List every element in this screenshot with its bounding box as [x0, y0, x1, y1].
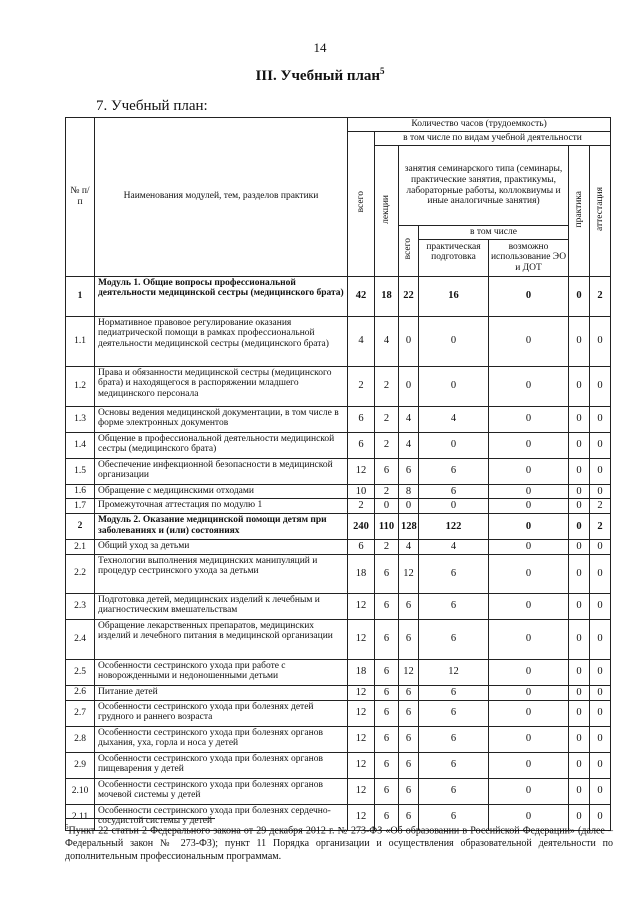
- cell-num: 2: [66, 514, 95, 540]
- footnote-text: Пункт 22 статьи 2 Федерального закона от 29 декабря 2012 г. № 273-ФЗ «Об образовании в Российской Федерации» (далее – Федеральный закон № 273-ФЗ); пункт 11 Порядка организации и осуществления образовательной деятельности по дополнительным профессиональным программам.: [65, 825, 613, 863]
- cell-attestation: 0: [590, 432, 611, 458]
- cell-attestation: 0: [590, 484, 611, 499]
- cell-num: 2.8: [66, 726, 95, 752]
- cell-seminar-total: 6: [399, 752, 419, 778]
- cell-practice: 0: [569, 432, 590, 458]
- cell-attestation: 0: [590, 685, 611, 700]
- table-row: [66, 540, 611, 555]
- cell-attestation: 0: [590, 804, 611, 830]
- table-row: [66, 659, 611, 685]
- cell-attestation: 0: [590, 458, 611, 484]
- header-seminar: занятия семинарского типа (семинары, практические занятия, практикумы, лабораторные работы, коллоквиумы и иные аналогичные занятия): [399, 146, 569, 226]
- cell-practical: 122: [419, 514, 489, 540]
- section-title-text: III. Учебный план: [255, 68, 381, 84]
- cell-lectures: 6: [375, 700, 399, 726]
- cell-practice: 0: [569, 540, 590, 555]
- cell-name: Особенности сестринского ухода при болезнях сердечно-сосудистой системы у детей: [95, 804, 348, 830]
- cell-total: 2: [348, 499, 375, 514]
- cell-eo-dot: 0: [489, 406, 569, 432]
- cell-practice: 0: [569, 366, 590, 406]
- cell-attestation: 0: [590, 316, 611, 366]
- cell-practical: 0: [419, 499, 489, 514]
- cell-seminar-total: 0: [399, 499, 419, 514]
- cell-name: Обращение лекарственных препаратов, медицинских изделий и лечебного питания в медицинской организации: [95, 619, 348, 659]
- cell-practice: 0: [569, 484, 590, 499]
- cell-name: Особенности сестринского ухода при болезнях органов мочевой системы у детей: [95, 778, 348, 804]
- cell-practice: 0: [569, 593, 590, 619]
- cell-total: 12: [348, 726, 375, 752]
- cell-total: 4: [348, 316, 375, 366]
- cell-attestation: 2: [590, 514, 611, 540]
- header-incl-group: [419, 226, 569, 277]
- cell-practical: 16: [419, 276, 489, 316]
- cell-lectures: 110: [375, 514, 399, 540]
- cell-practice: 0: [569, 458, 590, 484]
- cell-num: 1.7: [66, 499, 95, 514]
- header-num: № п/п: [66, 118, 95, 277]
- cell-num: 2.5: [66, 659, 95, 685]
- module-row: [66, 276, 611, 316]
- cell-lectures: 6: [375, 593, 399, 619]
- cell-name: Обеспечение инфекционной безопасности в медицинской организации: [95, 458, 348, 484]
- cell-eo-dot: 0: [489, 484, 569, 499]
- cell-name: Основы ведения медицинской документации, в том числе в форме электронных документов: [95, 406, 348, 432]
- cell-attestation: 0: [590, 752, 611, 778]
- cell-total: 18: [348, 554, 375, 593]
- cell-practical: 6: [419, 752, 489, 778]
- header-incl: в том числе: [419, 226, 568, 240]
- header-attestation-text: аттестация: [594, 186, 605, 231]
- cell-num: 1.4: [66, 432, 95, 458]
- cell-eo-dot: 0: [489, 700, 569, 726]
- cell-lectures: 6: [375, 685, 399, 700]
- cell-seminar-total: 6: [399, 726, 419, 752]
- cell-lectures: 6: [375, 778, 399, 804]
- header-by-activity: в том числе по видам учебной деятельности: [375, 132, 611, 146]
- table-row: [66, 366, 611, 406]
- cell-seminar-total: 12: [399, 659, 419, 685]
- section-title: [0, 66, 640, 85]
- cell-name: Модуль 2. Оказание медицинской помощи детям при заболеваниях и (или) состояниях: [95, 514, 348, 540]
- cell-num: 2.7: [66, 700, 95, 726]
- header-name: Наименования модулей, тем, разделов практики: [95, 118, 348, 277]
- cell-num: 2.3: [66, 593, 95, 619]
- table-row: [66, 499, 611, 514]
- table-row: [66, 432, 611, 458]
- cell-eo-dot: 0: [489, 619, 569, 659]
- cell-lectures: 6: [375, 804, 399, 830]
- cell-lectures: 2: [375, 432, 399, 458]
- cell-name: Особенности сестринского ухода при работе с новорожденными и недоношенными детьми: [95, 659, 348, 685]
- cell-seminar-total: 6: [399, 685, 419, 700]
- cell-total: 240: [348, 514, 375, 540]
- cell-practice: 0: [569, 659, 590, 685]
- cell-eo-dot: 0: [489, 778, 569, 804]
- page-number: 14: [313, 40, 327, 55]
- table-row: [66, 619, 611, 659]
- cell-lectures: 0: [375, 499, 399, 514]
- header-lectures: [375, 146, 399, 277]
- cell-practice: 0: [569, 726, 590, 752]
- table-row: [66, 752, 611, 778]
- cell-name: Общий уход за детьми: [95, 540, 348, 555]
- table-body: [66, 276, 611, 830]
- cell-practical: 6: [419, 593, 489, 619]
- cell-practical: 6: [419, 804, 489, 830]
- cell-practice: 0: [569, 276, 590, 316]
- module-row: [66, 514, 611, 540]
- cell-eo-dot: 0: [489, 804, 569, 830]
- cell-attestation: 0: [590, 726, 611, 752]
- cell-lectures: 6: [375, 458, 399, 484]
- cell-seminar-total: 8: [399, 484, 419, 499]
- table-header: [66, 118, 611, 277]
- table-row: [66, 554, 611, 593]
- cell-practice: 0: [569, 406, 590, 432]
- cell-eo-dot: 0: [489, 514, 569, 540]
- cell-seminar-total: 12: [399, 554, 419, 593]
- header-practice-text: практика: [573, 190, 584, 228]
- cell-lectures: 2: [375, 366, 399, 406]
- cell-total: 12: [348, 619, 375, 659]
- cell-seminar-total: 4: [399, 432, 419, 458]
- header-attestation: [590, 146, 611, 277]
- table-row: [66, 406, 611, 432]
- cell-practical: 6: [419, 458, 489, 484]
- header-practice: [569, 146, 590, 277]
- cell-eo-dot: 0: [489, 540, 569, 555]
- table-row: [66, 685, 611, 700]
- cell-total: 10: [348, 484, 375, 499]
- cell-eo-dot: 0: [489, 659, 569, 685]
- table-row: [66, 726, 611, 752]
- cell-eo-dot: 0: [489, 593, 569, 619]
- table-row: [66, 484, 611, 499]
- cell-lectures: 2: [375, 406, 399, 432]
- cell-seminar-total: 6: [399, 700, 419, 726]
- cell-eo-dot: 0: [489, 685, 569, 700]
- cell-seminar-total: 6: [399, 778, 419, 804]
- cell-num: 1.3: [66, 406, 95, 432]
- table-row: [66, 316, 611, 366]
- cell-attestation: 2: [590, 499, 611, 514]
- cell-num: 1.5: [66, 458, 95, 484]
- header-incl-cols: [419, 240, 568, 276]
- footnote-divider: [65, 818, 215, 819]
- cell-eo-dot: 0: [489, 366, 569, 406]
- cell-num: 1: [66, 276, 95, 316]
- cell-seminar-total: 0: [399, 366, 419, 406]
- cell-num: 2.9: [66, 752, 95, 778]
- cell-name: Особенности сестринского ухода при болезнях органов дыхания, уха, горла и носа у детей: [95, 726, 348, 752]
- cell-attestation: 0: [590, 593, 611, 619]
- cell-name: Обращение с медицинскими отходами: [95, 484, 348, 499]
- table-row: [66, 458, 611, 484]
- cell-name: Нормативное правовое регулирование оказания педиатрической помощи в рамках профессиональной деятельности медицинской сестры (медицинского брата): [95, 316, 348, 366]
- cell-lectures: 6: [375, 659, 399, 685]
- cell-name: Общение в профессиональной деятельности медицинской сестры (медицинского брата): [95, 432, 348, 458]
- header-lectures-text: лекции: [381, 194, 392, 224]
- footnote-reference: 5: [380, 66, 385, 76]
- cell-num: 2.11: [66, 804, 95, 830]
- cell-attestation: 0: [590, 700, 611, 726]
- cell-total: 12: [348, 700, 375, 726]
- cell-practical: 6: [419, 700, 489, 726]
- cell-practical: 6: [419, 484, 489, 499]
- cell-total: 6: [348, 406, 375, 432]
- cell-lectures: 2: [375, 484, 399, 499]
- cell-eo-dot: 0: [489, 752, 569, 778]
- cell-seminar-total: 4: [399, 540, 419, 555]
- cell-total: 2: [348, 366, 375, 406]
- cell-attestation: 2: [590, 276, 611, 316]
- footnote: [65, 823, 613, 863]
- cell-eo-dot: 0: [489, 499, 569, 514]
- cell-name: Особенности сестринского ухода при болезнях органов пищеварения у детей: [95, 752, 348, 778]
- cell-total: 6: [348, 432, 375, 458]
- cell-name: Технологии выполнения медицинских манипуляций и процедур сестринского ухода за детьми: [95, 554, 348, 593]
- cell-practice: 0: [569, 685, 590, 700]
- cell-attestation: 0: [590, 619, 611, 659]
- cell-practice: 0: [569, 316, 590, 366]
- header-practical-training: практическая подготовка: [419, 240, 489, 276]
- cell-eo-dot: 0: [489, 432, 569, 458]
- cell-seminar-total: 128: [399, 514, 419, 540]
- cell-lectures: 4: [375, 316, 399, 366]
- cell-num: 2.2: [66, 554, 95, 593]
- cell-num: 2.1: [66, 540, 95, 555]
- table-row: [66, 700, 611, 726]
- cell-lectures: 6: [375, 752, 399, 778]
- cell-total: 12: [348, 804, 375, 830]
- cell-attestation: 0: [590, 554, 611, 593]
- cell-seminar-total: 6: [399, 593, 419, 619]
- cell-seminar-total: 6: [399, 458, 419, 484]
- cell-practical: 0: [419, 366, 489, 406]
- cell-practical: 4: [419, 540, 489, 555]
- cell-num: 2.4: [66, 619, 95, 659]
- cell-practical: 4: [419, 406, 489, 432]
- cell-total: 42: [348, 276, 375, 316]
- cell-name: Питание детей: [95, 685, 348, 700]
- cell-practical: 6: [419, 619, 489, 659]
- cell-eo-dot: 0: [489, 458, 569, 484]
- cell-eo-dot: 0: [489, 726, 569, 752]
- cell-num: 1.2: [66, 366, 95, 406]
- header-hours: Количество часов (трудоемкость): [348, 118, 611, 132]
- cell-attestation: 0: [590, 366, 611, 406]
- header-total-text: всего: [355, 191, 366, 213]
- cell-practice: 0: [569, 619, 590, 659]
- cell-eo-dot: 0: [489, 276, 569, 316]
- cell-total: 18: [348, 659, 375, 685]
- cell-total: 12: [348, 593, 375, 619]
- cell-practical: 6: [419, 778, 489, 804]
- cell-lectures: 2: [375, 540, 399, 555]
- cell-practical: 6: [419, 554, 489, 593]
- cell-practice: 0: [569, 778, 590, 804]
- cell-name: Модуль 1. Общие вопросы профессиональной деятельности медицинской сестры (медицинского брата): [95, 276, 348, 316]
- cell-num: 1.6: [66, 484, 95, 499]
- cell-seminar-total: 6: [399, 619, 419, 659]
- cell-num: 2.10: [66, 778, 95, 804]
- cell-num: 1.1: [66, 316, 95, 366]
- cell-num: 2.6: [66, 685, 95, 700]
- cell-total: 6: [348, 540, 375, 555]
- cell-practice: 0: [569, 804, 590, 830]
- cell-name: Права и обязанности медицинской сестры (медицинского брата) и находящегося в распоряжении младшего медицинского персонала: [95, 366, 348, 406]
- cell-total: 12: [348, 458, 375, 484]
- cell-seminar-total: 4: [399, 406, 419, 432]
- header-eo-dot: возможно использование ЭО и ДОТ: [490, 241, 567, 273]
- cell-name: Промежуточная аттестация по модулю 1: [95, 499, 348, 514]
- curriculum-table: [65, 117, 611, 831]
- cell-practice: 0: [569, 752, 590, 778]
- cell-attestation: 0: [590, 659, 611, 685]
- cell-practical: 0: [419, 316, 489, 366]
- cell-seminar-total: 6: [399, 804, 419, 830]
- cell-total: 12: [348, 685, 375, 700]
- cell-seminar-total: 0: [399, 316, 419, 366]
- cell-name: Подготовка детей, медицинских изделий к лечебным и диагностическим вмешательствам: [95, 593, 348, 619]
- cell-total: 12: [348, 778, 375, 804]
- cell-eo-dot: 0: [489, 554, 569, 593]
- table-row: [66, 593, 611, 619]
- header-total: [348, 132, 375, 277]
- cell-lectures: 6: [375, 619, 399, 659]
- cell-total: 12: [348, 752, 375, 778]
- cell-attestation: 0: [590, 778, 611, 804]
- table-row: [66, 778, 611, 804]
- header-seminar-total: [399, 226, 419, 277]
- header-seminar-total-text: всего: [403, 238, 414, 260]
- cell-practical: 12: [419, 659, 489, 685]
- subtitle: 7. Учебный план:: [96, 98, 208, 114]
- cell-name: Особенности сестринского ухода при болезнях детей грудного и раннего возраста: [95, 700, 348, 726]
- cell-practical: 0: [419, 432, 489, 458]
- cell-practice: 0: [569, 499, 590, 514]
- cell-practical: 6: [419, 726, 489, 752]
- cell-lectures: 18: [375, 276, 399, 316]
- cell-practice: 0: [569, 554, 590, 593]
- cell-lectures: 6: [375, 726, 399, 752]
- cell-eo-dot: 0: [489, 316, 569, 366]
- cell-lectures: 6: [375, 554, 399, 593]
- cell-practice: 0: [569, 514, 590, 540]
- cell-practice: 0: [569, 700, 590, 726]
- cell-seminar-total: 22: [399, 276, 419, 316]
- cell-attestation: 0: [590, 540, 611, 555]
- footnote-mark: 5: [65, 823, 69, 831]
- cell-practical: 6: [419, 685, 489, 700]
- cell-attestation: 0: [590, 406, 611, 432]
